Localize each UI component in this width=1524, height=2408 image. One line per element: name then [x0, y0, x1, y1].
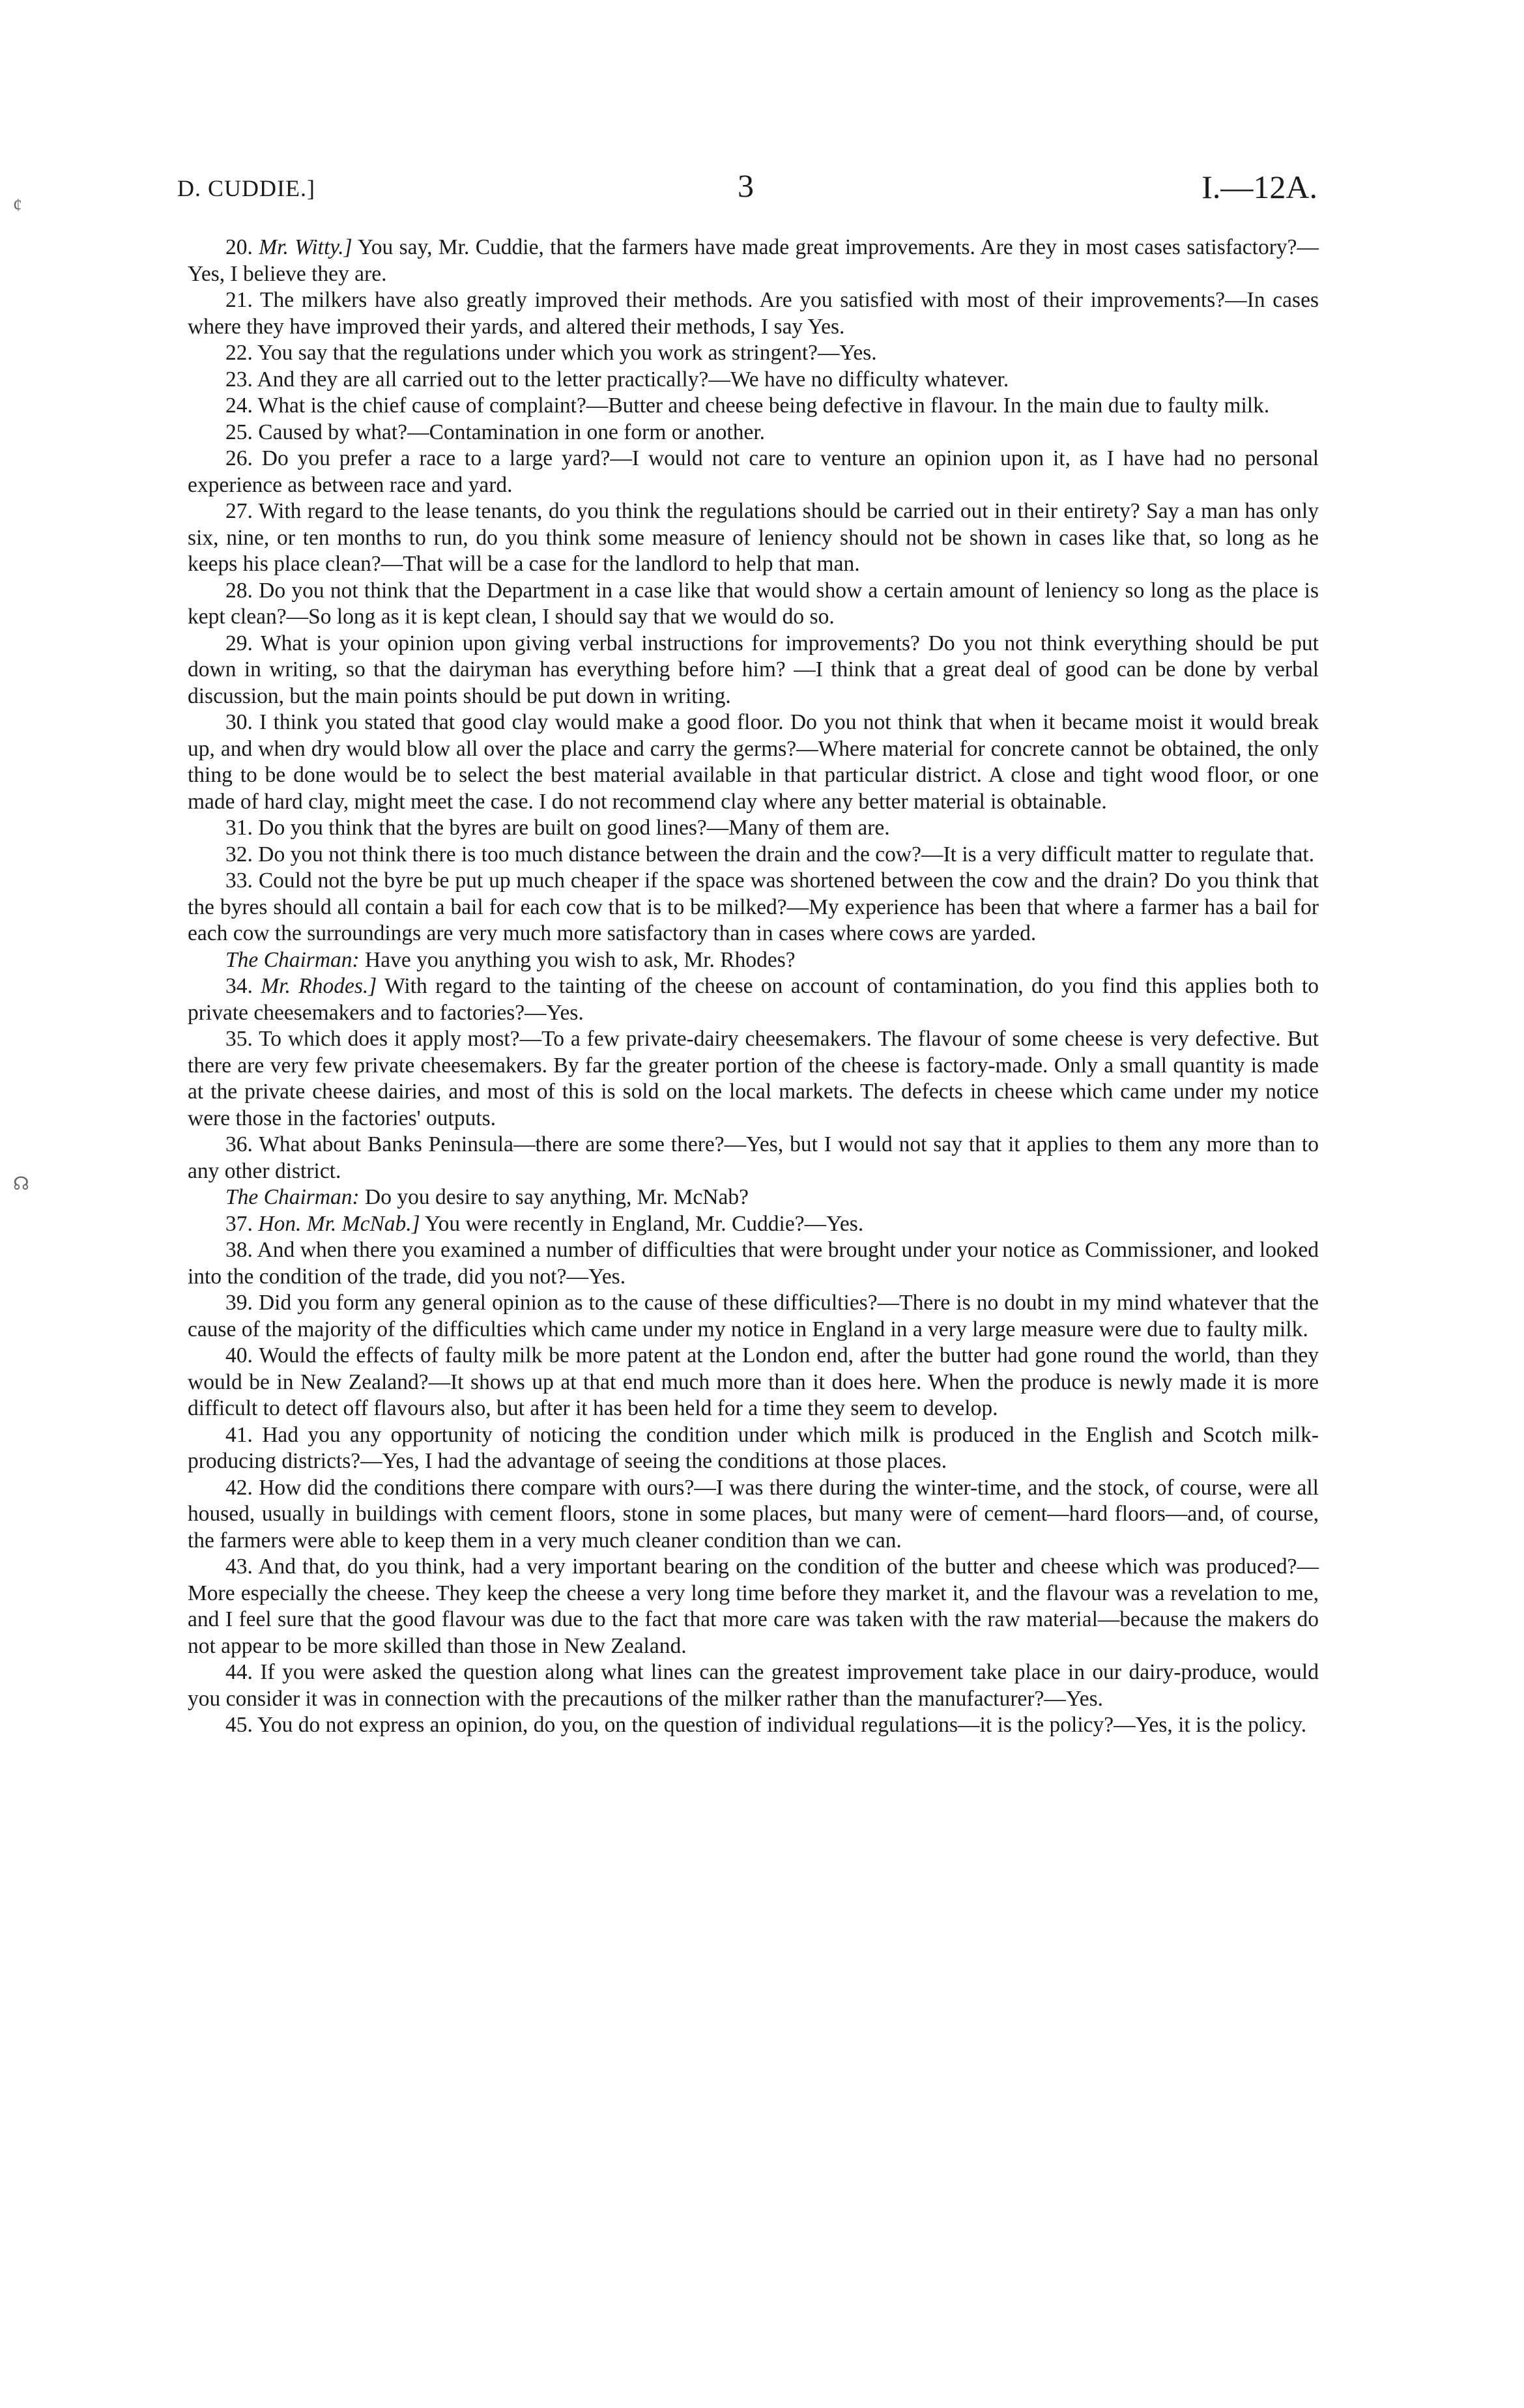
question-paragraph	[188, 815, 1319, 842]
question-number: 30.	[225, 710, 253, 734]
question-number: 35.	[225, 1027, 253, 1051]
paragraph-text: Do you desire to say anything, Mr. McNab?	[365, 1185, 749, 1209]
paragraph-text: Had you any opportunity of noticing the condition under which milk is produced in the English and Scotch milk-producing districts?—Yes, I had the advantage of seeing the conditions at those places.	[188, 1422, 1319, 1473]
question-paragraph	[188, 446, 1319, 498]
question-paragraph	[188, 1712, 1319, 1739]
question-number: 34.	[225, 974, 253, 998]
question-paragraph	[188, 578, 1319, 631]
question-paragraph	[188, 710, 1319, 815]
paragraph-text: What is your opinion upon giving verbal instructions for improvements? Do you not think everything should be put down in writing, so that the dairyman has everything before him? —I think that a great deal of good can be done by verbal discussion, but the main points should be put down in writing.	[188, 631, 1319, 708]
question-paragraph	[188, 367, 1319, 394]
paragraph-text: If you were asked the question along what lines can the greatest improvement take place in our dairy-produce, would you consider it was in connection with the precautions of the milker rather than the manufacturer?—Yes.	[188, 1660, 1319, 1711]
speaker-name: Hon. Mr. McNab.]	[258, 1211, 420, 1236]
page-header	[177, 167, 1317, 210]
question-number: 45.	[225, 1713, 253, 1737]
question-number: 37.	[225, 1211, 253, 1236]
question-paragraph	[188, 842, 1319, 868]
paragraph-text: And when there you examined a number of difficulties that were brought under your notice as Commissioner, and looked into the condition of the trade, did you not?—Yes.	[188, 1238, 1319, 1289]
paragraph-text: Have you anything you wish to ask, Mr. Rhodes?	[365, 947, 796, 972]
question-number: 41.	[225, 1422, 253, 1447]
question-number: 21.	[225, 288, 253, 312]
question-number: 32.	[225, 842, 253, 867]
paragraph-text: How did the conditions there compare with ours?—I was there during the winter-time, and the stock, of course, were all housed, usually in buildings with cement floors, stone in some places, but many were of cement—hard floors—and, of course, the farmers were able to keep them in a very much cleaner condition than we can.	[188, 1475, 1319, 1553]
question-number: 26.	[225, 446, 253, 470]
question-paragraph	[188, 393, 1319, 420]
paragraph-text: The milkers have also greatly improved their methods. Are you satisfied with most of their improvements?—In cases where they have improved their yards, and altered their methods, I say Yes.	[188, 288, 1319, 339]
paragraph-text: Do you prefer a race to a large yard?—I would not care to venture an opinion upon it, as I have had no personal experience as between race and yard.	[188, 446, 1319, 497]
paragraph-text: With regard to the lease tenants, do you think the regulations should be carried out in their entirety? Say a man has only six, nine, or ten months to run, do you think some measure of leniency should not be shown in cases like that, so long as he keeps his place clean?—That will be a case for the landlord to help that man.	[188, 499, 1319, 576]
paragraph-text: You do not express an opinion, do you, on the question of individual regulations—it is the policy?—Yes, it is the policy.	[257, 1713, 1307, 1737]
question-paragraph	[188, 1290, 1319, 1343]
speaker-name: Mr. Witty.]	[259, 235, 352, 259]
chairman-remark	[188, 947, 1319, 974]
header-witness-name: D. CUDDIE.]	[177, 175, 315, 201]
question-number: 20.	[225, 235, 253, 259]
question-number: 23.	[225, 367, 253, 392]
margin-mark-top: ¢	[13, 195, 22, 216]
question-paragraph	[188, 631, 1319, 710]
question-paragraph	[188, 340, 1319, 367]
question-paragraph	[188, 1026, 1319, 1132]
chairman-remark	[188, 1184, 1319, 1211]
paragraph-text: What is the chief cause of complaint?—Butter and cheese being defective in flavour. In the main due to faulty milk.	[257, 394, 1270, 418]
question-number: 25.	[225, 420, 253, 444]
question-number: 43.	[225, 1555, 253, 1579]
question-paragraph	[188, 1211, 1319, 1238]
paragraph-text: With regard to the tainting of the cheese on account of contamination, do you find this applies both to private cheesemakers and to factories?—Yes.	[188, 974, 1319, 1025]
question-paragraph	[188, 1237, 1319, 1290]
chairman-label: The Chairman:	[225, 947, 360, 972]
question-number: 39.	[225, 1291, 253, 1315]
paragraph-text: Would the effects of faulty milk be more patent at the London end, after the butter had gone round the world, than they would be in New Zealand?—It shows up at that end much more than it does here. When the produce is newly made it is more difficult to detect off flavours also, but after it has been held for a time they seem to develop.	[188, 1343, 1319, 1420]
paragraph-text: Do you not think that the Department in a case like that would show a certain amount of leniency so long as the place is kept clean?—So long as it is kept clean, I should say that we would do so.	[188, 578, 1319, 629]
question-paragraph	[188, 1659, 1319, 1712]
paragraph-text: And that, do you think, had a very important bearing on the condition of the butter and cheese which was produced?—More especially the cheese. They keep the cheese a very long time before they market it, and the flavour was a revelation to me, and I feel sure that the good flavour was due to the fact that more care was taken with the raw material—because the makers do not appear to be more skilled than those in New Zealand.	[188, 1555, 1319, 1658]
testimony-body	[188, 235, 1319, 1739]
paragraph-text: And they are all carried out to the letter practically?—We have no difficulty whatever.	[257, 367, 1009, 392]
question-number: 22.	[225, 341, 253, 365]
paragraph-text: What about Banks Peninsula—there are some there?—Yes, but I would not say that it applies to them any more than to any other district.	[188, 1132, 1319, 1183]
question-number: 42.	[225, 1475, 253, 1500]
question-number: 24.	[225, 394, 253, 418]
question-paragraph	[188, 1475, 1319, 1555]
question-number: 28.	[225, 578, 253, 603]
question-number: 40.	[225, 1343, 253, 1368]
paragraph-text: To which does it apply most?—To a few private-dairy cheesemakers. The flavour of some cheese is very defective. But there are very few private cheesemakers. By far the greater portion of the cheese is factory-made. Only a small quantity is made at the private cheese dairies, and most of this is sold on the local markets. The defects in cheese which came under my notice were those in the factories' outputs.	[188, 1027, 1319, 1130]
paragraph-text: Do you think that the byres are built on good lines?—Many of them are.	[258, 816, 890, 840]
chairman-label: The Chairman:	[225, 1185, 360, 1209]
paragraph-text: Caused by what?—Contamination in one form or another.	[258, 420, 766, 444]
question-paragraph	[188, 1343, 1319, 1422]
paragraph-text: You were recently in England, Mr. Cuddie?—Yes.	[424, 1211, 864, 1236]
question-paragraph	[188, 498, 1319, 578]
question-number: 38.	[225, 1238, 253, 1262]
question-paragraph	[188, 287, 1319, 340]
question-paragraph	[188, 1554, 1319, 1659]
question-paragraph	[188, 420, 1319, 446]
question-number: 44.	[225, 1660, 253, 1684]
paragraph-text: Could not the byre be put up much cheaper if the space was shortened between the cow and the drain? Do you think that the byres should all contain a bail for each cow that is to be milked?—My experience has been that where a farmer has a bail for each cow the surroundings are very much more satisfactory than in cases where cows are yarded.	[188, 868, 1319, 945]
question-paragraph	[188, 868, 1319, 947]
question-number: 31.	[225, 816, 253, 840]
paragraph-text: I think you stated that good clay would make a good floor. Do you not think that when it became moist it would break up, and when dry would blow all over the place and carry the germs?—Where material for concrete cannot be obtained, the only thing to be done would be to select the best material available in that particular district. A close and tight wood floor, or one made of hard clay, might meet the case. I do not recommend clay where any better material is obtainable.	[188, 710, 1319, 814]
question-paragraph	[188, 1422, 1319, 1475]
paragraph-text: You say, Mr. Cuddie, that the farmers have made great improvements. Are they in most cases satisfactory?—Yes, I believe they are.	[188, 235, 1319, 286]
question-number: 27.	[225, 499, 253, 523]
speaker-name: Mr. Rhodes.]	[261, 974, 377, 998]
paragraph-text: You say that the regulations under which you work as stringent?—Yes.	[257, 341, 877, 365]
question-paragraph	[188, 235, 1319, 287]
question-number: 29.	[225, 631, 253, 655]
question-number: 33.	[225, 868, 253, 893]
question-paragraph	[188, 1132, 1319, 1184]
document-reference: I.—12A.	[1201, 169, 1317, 205]
margin-mark-middle: ☊	[13, 1174, 29, 1194]
question-paragraph	[188, 973, 1319, 1026]
paragraph-text: Did you form any general opinion as to the cause of these difficulties?—There is no doubt in my mind whatever that the cause of the majority of the difficulties which came under my notice in England in a very large measure were due to faulty milk.	[188, 1291, 1319, 1341]
paragraph-text: Do you not think there is too much distance between the drain and the cow?—It is a very difficult matter to regulate that.	[258, 842, 1315, 867]
page-number: 3	[738, 167, 754, 204]
question-number: 36.	[225, 1132, 253, 1156]
